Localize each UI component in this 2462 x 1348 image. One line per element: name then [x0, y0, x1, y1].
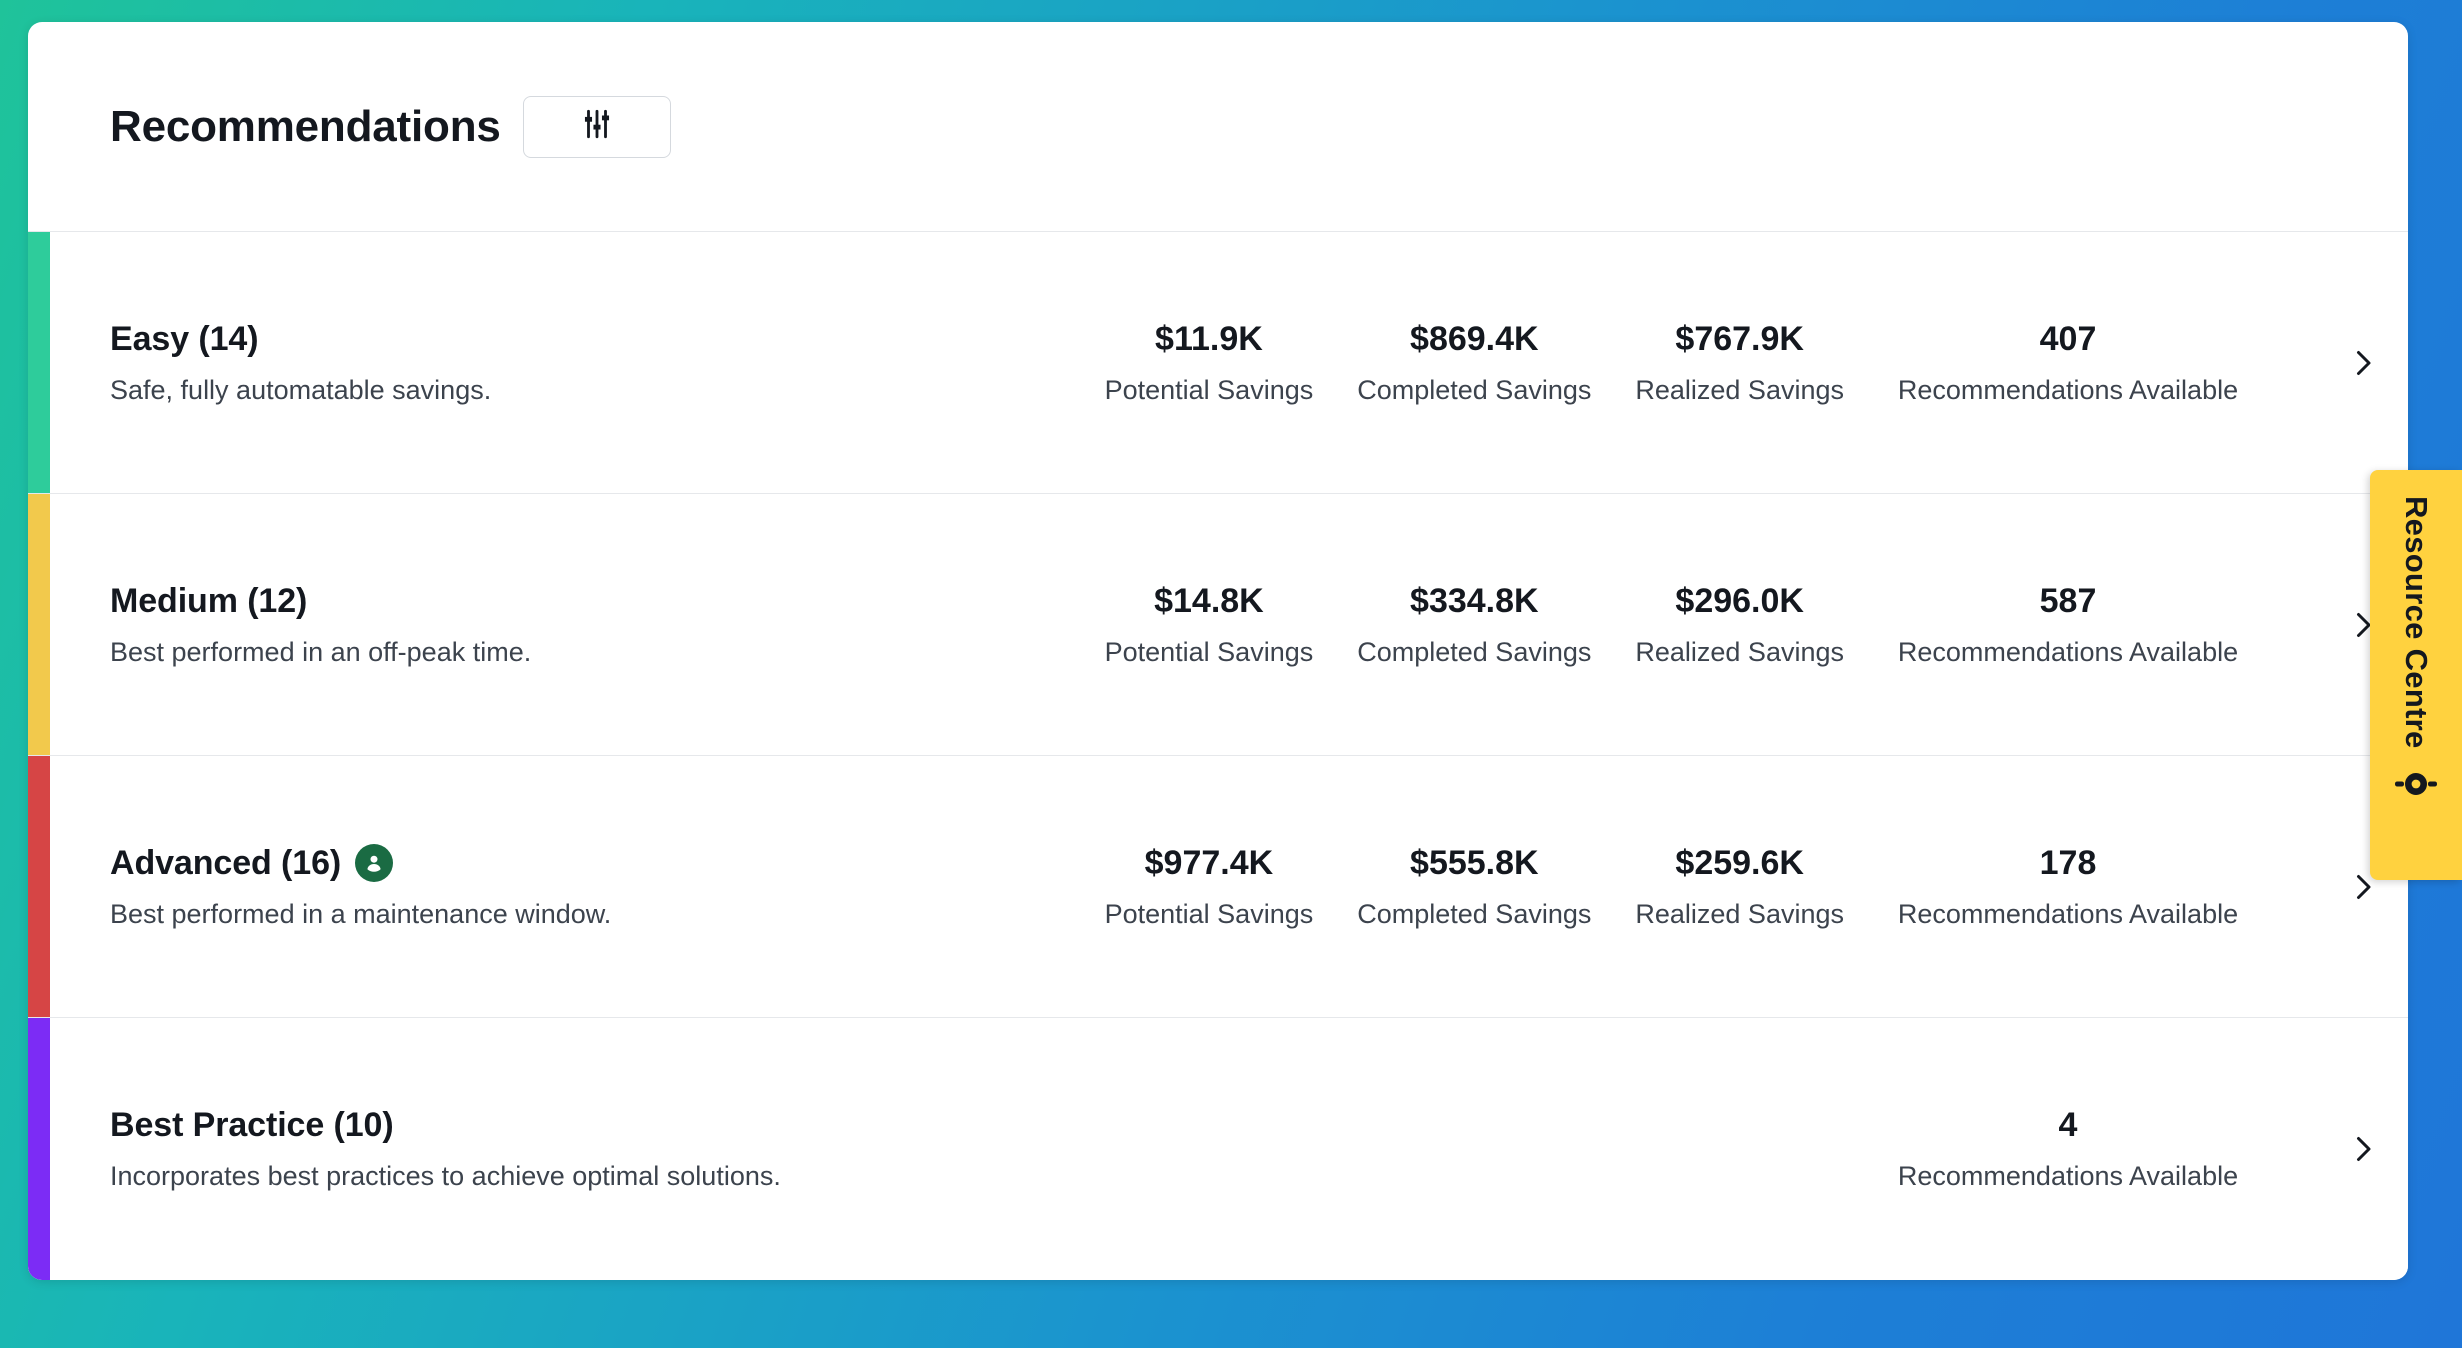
- metric-value: $334.8K: [1410, 581, 1539, 620]
- row-subtitle: Best performed in a maintenance window.: [110, 898, 612, 929]
- metric-recommendations-available: [1866, 1106, 2270, 1192]
- metric-label: Recommendations Available: [1897, 374, 2239, 405]
- metric-realized-savings: [1613, 582, 1866, 668]
- metric-label: Recommendations Available: [1897, 898, 2239, 929]
- row-title-wrap: [110, 844, 978, 883]
- metric-potential-savings: [1083, 844, 1336, 930]
- metric-label: Completed Savings: [1357, 374, 1592, 405]
- row-metrics: [978, 1106, 2318, 1192]
- row-expand-chevron[interactable]: [2318, 345, 2408, 381]
- recommendation-rows: [28, 232, 2408, 1280]
- metric-label: Recommendations Available: [1897, 636, 2239, 667]
- row-metrics: [978, 844, 2318, 930]
- metric-value: $14.8K: [1154, 581, 1264, 620]
- row-info: [28, 1106, 978, 1192]
- metric-realized-savings: [1613, 320, 1866, 406]
- metric-value: 178: [2039, 843, 2097, 882]
- table-row[interactable]: [28, 232, 2408, 494]
- row-info: [28, 844, 978, 930]
- metric-value: $869.4K: [1410, 319, 1539, 358]
- recommendations-card: [28, 22, 2408, 1280]
- metric-label: Potential Savings: [1104, 374, 1314, 405]
- metric-recommendations-available: [1866, 320, 2270, 406]
- row-title: Easy (14): [110, 319, 259, 358]
- filter-button[interactable]: [523, 96, 671, 158]
- metric-value: $977.4K: [1144, 843, 1274, 882]
- card-header: [28, 22, 2408, 232]
- row-title-wrap: [110, 320, 978, 359]
- person-badge-icon: [355, 844, 393, 882]
- metric-label: Realized Savings: [1635, 374, 1844, 405]
- row-metrics: [978, 582, 2318, 668]
- metric-completed-savings: [1335, 320, 1613, 406]
- row-title: Best Practice (10): [110, 1106, 394, 1144]
- life-ring-icon: [2394, 769, 2438, 799]
- sliders-icon: [580, 107, 614, 146]
- metric-value: $259.6K: [1675, 843, 1804, 882]
- metric-label: Realized Savings: [1635, 898, 1844, 929]
- table-row[interactable]: [28, 494, 2408, 756]
- metric-value: $555.8K: [1410, 843, 1539, 882]
- row-title: Advanced (16): [110, 843, 342, 882]
- metric-label: Realized Savings: [1635, 636, 1844, 667]
- metric-value: 587: [2039, 581, 2097, 620]
- metric-completed-savings: [1335, 844, 1613, 930]
- table-row[interactable]: [28, 1018, 2408, 1280]
- metric-value: $11.9K: [1155, 319, 1263, 358]
- row-severity-stripe: [28, 756, 50, 1017]
- row-subtitle: Best performed in an off-peak time.: [110, 636, 532, 667]
- metric-recommendations-available: [1866, 582, 2270, 668]
- resource-centre-tab[interactable]: [2370, 470, 2462, 880]
- chevron-right-icon: [2345, 1131, 2381, 1167]
- metric-completed-savings: [1335, 582, 1613, 668]
- metric-value: 4: [2058, 1106, 2078, 1144]
- row-severity-stripe: [28, 1018, 50, 1280]
- table-row[interactable]: [28, 756, 2408, 1018]
- metric-value: $296.0K: [1675, 581, 1804, 620]
- chevron-right-icon: [2345, 345, 2381, 381]
- row-title: Medium (12): [110, 581, 308, 620]
- row-info: [28, 582, 978, 668]
- metric-recommendations-available: [1866, 844, 2270, 930]
- metric-label: Completed Savings: [1357, 898, 1592, 929]
- metric-label: Potential Savings: [1104, 898, 1314, 929]
- row-title-wrap: [110, 582, 978, 621]
- row-subtitle: Incorporates best practices to achieve optimal solutions.: [110, 1161, 781, 1191]
- metric-label: Recommendations Available: [1897, 1161, 2239, 1191]
- metric-potential-savings: [1083, 582, 1336, 668]
- row-info: [28, 320, 978, 406]
- metric-label: Potential Savings: [1104, 636, 1314, 667]
- row-severity-stripe: [28, 494, 50, 755]
- metric-potential-savings: [1083, 320, 1336, 406]
- metric-realized-savings: [1613, 844, 1866, 930]
- resource-centre-label: Resource Centre: [2399, 496, 2434, 749]
- row-metrics: [978, 320, 2318, 406]
- metric-label: Completed Savings: [1357, 636, 1592, 667]
- page-title: Recommendations: [110, 101, 501, 151]
- metric-value: $767.9K: [1675, 319, 1804, 358]
- row-subtitle: Safe, fully automatable savings.: [110, 374, 492, 405]
- row-expand-chevron[interactable]: [2318, 1131, 2408, 1167]
- metric-value: 407: [2039, 319, 2097, 358]
- row-title-wrap: [110, 1106, 978, 1145]
- row-severity-stripe: [28, 232, 50, 493]
